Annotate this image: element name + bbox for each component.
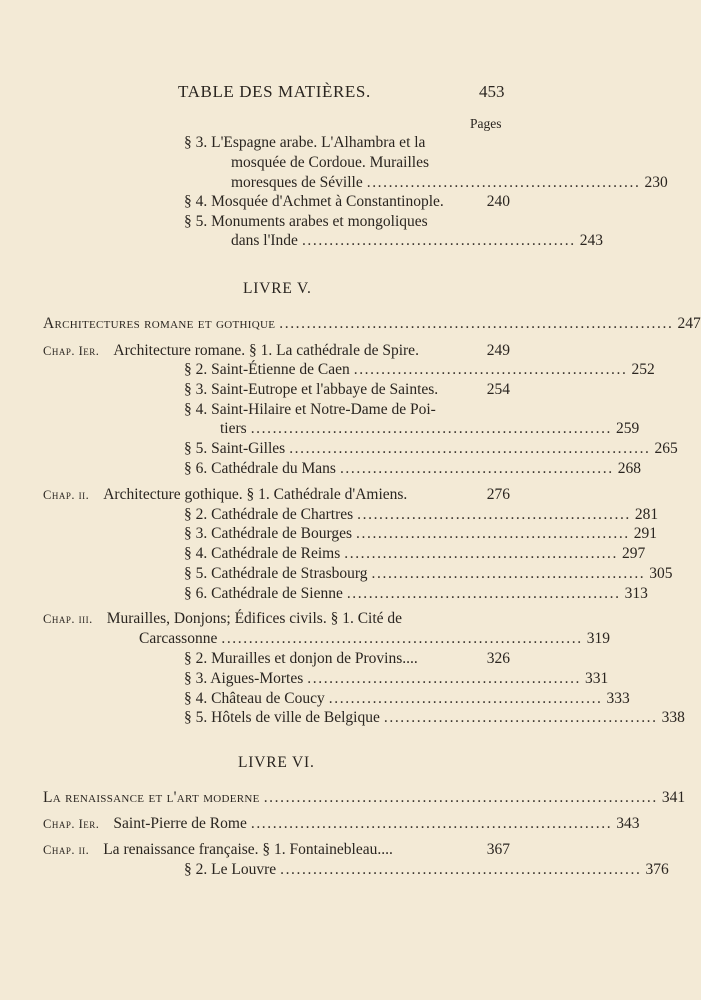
chapter-label: Chap. ii. (43, 843, 90, 857)
toc-entry: § 5. Saint-Gilles .................................................................. 265 (184, 440, 678, 457)
toc-entry-text: § 6. Cathédrale du Mans (184, 460, 336, 477)
toc-entry-text: § 3. Cathédrale de Bourges (184, 525, 353, 542)
pages-column-label: Pages (470, 116, 502, 131)
toc-chapter (43, 342, 510, 362)
toc-entry: § 3. Cathédrale de Bourges .................................................. 291 (184, 525, 658, 542)
toc-section: Architectures romane et gothique ........................................................................ 247 (43, 315, 701, 332)
toc-entry-text: moresques de Séville (231, 174, 363, 191)
toc-entry-text: mosquée de Cordoue. Murailles (231, 154, 430, 171)
chapter-label: Chap. ii. (43, 488, 90, 502)
toc-page-number: 305 (649, 565, 673, 582)
toc-page-number: 230 (644, 174, 668, 191)
toc-entry: dans l'Inde .................................................. 243 (231, 232, 603, 249)
toc-entry-text: § 4. Mosquée d'Achmet à Constantinople. (184, 193, 444, 210)
toc-entry: § 6. Cathédrale du Mans .................................................. 268 (184, 460, 641, 477)
toc-entry: § 5. Cathédrale de Strasbourg .................................................. 305 (184, 565, 673, 582)
toc-entry-text: § 3. Saint-Eutrope et l'abbaye de Saintes. (184, 381, 439, 398)
toc-entry-text: Saint-Pierre de Rome (113, 815, 247, 832)
toc-page-number: 268 (617, 460, 641, 477)
toc-page-number: 343 (616, 815, 640, 832)
toc-entry: § 2. Le Louvre .................................................................. 376 (184, 861, 669, 878)
toc-entry-text: dans l'Inde (231, 232, 298, 249)
toc-page-number: 326 (486, 650, 510, 667)
toc-entry: § 5. Hôtels de ville de Belgique .................................................. 338 (184, 709, 685, 726)
toc-entry: § 3. Aigues-Mortes .................................................. 331 (184, 670, 609, 687)
toc-entry: moresques de Séville .................................................. 230 (231, 174, 668, 191)
toc-chapter: Chap. Ier. Saint-Pierre de Rome .................................................................. 343 (43, 815, 640, 832)
toc-page-number: 281 (634, 506, 659, 523)
toc-page-number: 341 (661, 789, 686, 806)
toc-entry-text: Carcassonne (139, 630, 218, 647)
toc-page-number: 259 (616, 420, 640, 437)
toc-entry-text: § 2. Cathédrale de Chartres (184, 506, 354, 523)
chapter-label: Chap. Ier. (43, 817, 100, 831)
running-header-title: TABLE DES MATIÈRES. (178, 82, 371, 101)
chapter-label: Chap. iii. (43, 612, 93, 626)
toc-page-number: 319 (586, 630, 610, 647)
toc-entry (184, 134, 477, 154)
toc-entry-text: Architecture gothique. § 1. Cathédrale d'Amiens. (103, 486, 408, 503)
toc-page-number: 252 (631, 361, 655, 378)
toc-page-number: 313 (624, 585, 648, 602)
toc-chapter (43, 841, 510, 861)
toc-entry-text: La renaissance française. § 1. Fontainebleau.... (103, 841, 393, 858)
toc-page-number: 276 (486, 486, 510, 503)
toc-entry (231, 154, 477, 174)
toc-entry (184, 193, 510, 213)
toc-entry (184, 213, 477, 233)
toc-page-number: 297 (622, 545, 646, 562)
toc-entry: § 4. Château de Coucy .................................................. 333 (184, 690, 630, 707)
toc-entry: § 4. Cathédrale de Reims .................................................. 297 (184, 545, 646, 562)
toc-entry (184, 401, 477, 421)
toc-entry: § 2. Saint-Étienne de Caen .................................................. 252 (184, 361, 655, 378)
toc-page-number: 265 (654, 440, 678, 457)
toc-page-number: 333 (606, 690, 630, 707)
toc-page-number: 240 (486, 193, 510, 210)
toc-page-number: 247 (677, 315, 701, 332)
toc-entry-text: § 5. Cathédrale de Strasbourg (184, 565, 368, 582)
toc-page-number: 249 (486, 342, 510, 359)
livre-heading: LIVRE VI. (238, 754, 315, 771)
toc-entry-text: § 6. Cathédrale de Sienne (184, 585, 343, 602)
toc-entry: § 2. Cathédrale de Chartres .................................................. 281 (184, 506, 659, 523)
toc-entry-text: § 2. Saint-Étienne de Caen (184, 361, 350, 378)
toc-entry (184, 650, 510, 670)
toc-section: La renaissance et l'art moderne ........................................................................ 341 (43, 789, 686, 806)
toc-entry-text: tiers (220, 420, 247, 437)
toc-entry-text: § 4. Saint-Hilaire et Notre-Dame de Poi- (184, 401, 436, 418)
toc-page-number: 367 (486, 841, 510, 858)
toc-page-number: 254 (486, 381, 510, 398)
toc-entry (184, 381, 510, 401)
toc-entry-text: § 5. Monuments arabes et mongoliques (184, 213, 428, 230)
toc-entry-text: § 5. Hôtels de ville de Belgique (184, 709, 380, 726)
toc-entry-text: § 4. Cathédrale de Reims (184, 545, 341, 562)
toc-entry-text: § 2. Le Louvre (184, 861, 277, 878)
chapter-label: Chap. Ier. (43, 344, 100, 358)
toc-section-text: Architectures romane et gothique (43, 315, 276, 332)
toc-page-number: 291 (633, 525, 658, 542)
toc-entry: tiers .................................................................. 259 (220, 420, 640, 437)
toc-page-number: 331 (585, 670, 609, 687)
page-number: 453 (479, 82, 505, 101)
livre-heading: LIVRE V. (243, 280, 312, 297)
toc-entry-text: Murailles, Donjons; Édifices civils. § 1. Cité de (106, 610, 403, 627)
toc-entry-text: § 3. Aigues-Mortes (184, 670, 304, 687)
toc-entry-text: § 5. Saint-Gilles (184, 440, 286, 457)
toc-page-number: 338 (661, 709, 685, 726)
toc-entry-text: § 3. L'Espagne arabe. L'Alhambra et la (184, 134, 426, 151)
toc-entry: § 6. Cathédrale de Sienne .................................................. 313 (184, 585, 648, 602)
toc-section-text: La renaissance et l'art moderne (43, 789, 260, 806)
toc-chapter (43, 610, 510, 630)
toc-chapter (43, 486, 510, 506)
toc-entry: Carcassonne .................................................................. 319 (139, 630, 610, 647)
toc-page-number: 243 (579, 232, 603, 249)
toc-page-number: 376 (645, 861, 669, 878)
toc-entry-text: § 2. Murailles et donjon de Provins.... (184, 650, 418, 667)
toc-entry-text: Architecture romane. § 1. La cathédrale de Spire. (113, 342, 419, 359)
toc-entry-text: § 4. Château de Coucy (184, 690, 325, 707)
